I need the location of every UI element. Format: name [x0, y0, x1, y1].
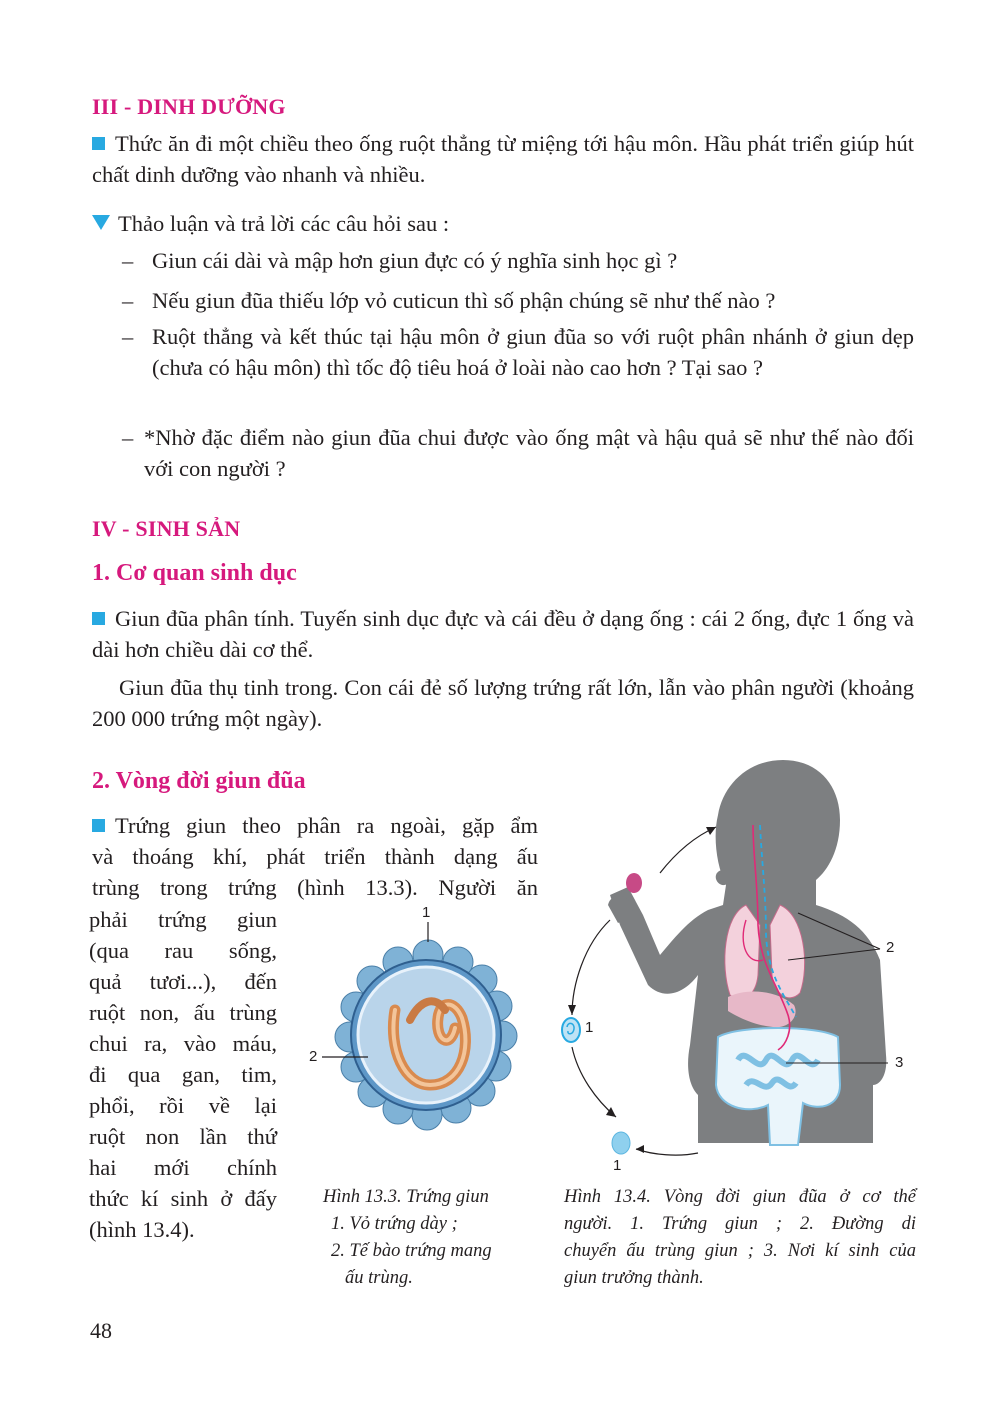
figure-13-4-caption [564, 1184, 916, 1292]
discussion-intro [92, 208, 914, 239]
text-line: chui ra, vào máu, [89, 1031, 277, 1056]
nutrition-paragraph [92, 128, 914, 190]
line-text: Trứng giun theo phân ra ngoài, gặp ẩm [115, 813, 538, 838]
discussion-intro-text: Thảo luận và trả lời các câu hỏi sau : [118, 211, 450, 236]
blue-square-icon [92, 612, 105, 625]
cycle-arrow [660, 827, 716, 873]
section-heading-nutrition: III - DINH DƯỠNG [92, 94, 286, 119]
life-cycle-illustration [548, 755, 918, 1175]
text-line: và thoáng khí, phát triển thành dạng ấu [92, 844, 538, 869]
worm-egg-illustration [300, 900, 530, 1180]
life-cycle-narrow-column [89, 904, 277, 1245]
question-text: *Nhờ đặc điểm nào giun đũa chui được vào ống mật và hậu quả sẽ như thế nào đối với con người ? [144, 425, 914, 481]
cycle-label-2: 2 [886, 939, 895, 956]
egg-label-2: 2 [309, 1048, 318, 1065]
text-line: ruột non lần thứ [89, 1124, 277, 1149]
egg-in-hand [626, 873, 642, 893]
caption-line: người. 1. Trứng giun ; 2. Đường di [564, 1214, 916, 1234]
question-item [122, 422, 914, 484]
dash-mark: – [122, 288, 134, 313]
question-text: Giun cái dài và mập hơn giun đực có ý nghĩa sinh học gì ? [152, 248, 678, 273]
text-line: (qua rau sống, [89, 938, 277, 963]
caption-line: Hình 13.4. Vòng đời giun đũa ở cơ thể [564, 1187, 916, 1207]
text-line: (hình 13.4). [89, 1217, 195, 1242]
dash-mark: – [122, 425, 134, 450]
egg-with-larva [562, 1018, 580, 1042]
figure-13-3-caption [323, 1184, 538, 1292]
egg-label-1: 1 [422, 904, 431, 921]
section-heading-reproduction: IV - SINH SẢN [92, 516, 241, 541]
text-line: quả tươi...), đến [89, 969, 277, 994]
question-item [122, 245, 914, 276]
text-line: đi qua gan, tim, [89, 1062, 277, 1087]
subheading-life-cycle: 2. Vòng đời giun đũa [92, 768, 306, 794]
fertilization-paragraph: Giun đũa thụ tinh trong. Con cái đẻ số lượng trứng rất lớn, lẫn vào phân người (khoảng 200 000 trứng một ngày). [92, 675, 914, 731]
caption-item: ấu trùng. [345, 1268, 413, 1288]
nutrition-paragraph-text: Thức ăn đi một chiều theo ống ruột thẳng từ miệng tới hậu môn. Hầu phát triển giúp hút chất dinh dưỡng vào nhanh và nhiều. [92, 131, 914, 187]
caption-item: 1. Vỏ trứng dày ; [331, 1214, 458, 1234]
question-text: Nếu giun đũa thiếu lớp vỏ cuticun thì số phận chúng sẽ như thế nào ? [152, 288, 776, 313]
caption-title: Hình 13.3. Trứng giun [323, 1187, 489, 1207]
cycle-label-1-egg: 1 [585, 1019, 594, 1036]
text-line: hai mới chính [89, 1155, 277, 1180]
text-line [92, 810, 538, 841]
figure-13-3 [300, 900, 530, 1180]
blue-triangle-icon [92, 215, 110, 230]
blue-square-icon [92, 819, 105, 832]
question-item [122, 285, 914, 316]
figure-13-4 [548, 755, 918, 1175]
dash-mark: – [122, 248, 134, 273]
caption-line: chuyển ấu trùng giun ; 3. Nơi kí sinh của [564, 1241, 916, 1261]
reproductive-organs-paragraph [92, 603, 914, 665]
question-item [122, 321, 914, 383]
cycle-label-3: 3 [895, 1054, 904, 1071]
reproductive-organs-text: Giun đũa phân tính. Tuyến sinh dục đực và cái đều ở dạng ống : cái 2 ống, đực 1 ống và dài hơn chiều dài cơ thể. [92, 606, 914, 662]
cycle-label-1-bottom: 1 [613, 1157, 622, 1174]
subheading-reproductive-organs: 1. Cơ quan sinh dục [92, 560, 297, 586]
page-number: 48 [90, 1318, 112, 1343]
text-line: phải trứng giun [89, 907, 277, 932]
dash-mark: – [122, 324, 134, 349]
question-text: Ruột thẳng và kết thúc tại hậu môn ở giun đũa so với ruột phân nhánh ở giun dẹp (chưa có hậu môn) thì tốc độ tiêu hoá ở loài nào cao hơn ? Tại sao ? [152, 324, 914, 380]
text-line: phổi, rồi về lại [89, 1093, 277, 1118]
text-line: trùng trong trứng (hình 13.3). Người ăn [92, 875, 538, 900]
life-cycle-paragraph [92, 810, 538, 903]
egg-in-feces [612, 1132, 630, 1154]
text-line: ruột non, ấu trùng [89, 1000, 277, 1025]
text-line: thức kí sinh ở đấy [89, 1186, 277, 1211]
caption-item: 2. Tế bào trứng mang [331, 1241, 492, 1261]
caption-line: giun trưởng thành. [564, 1268, 704, 1288]
blue-square-icon [92, 137, 105, 150]
